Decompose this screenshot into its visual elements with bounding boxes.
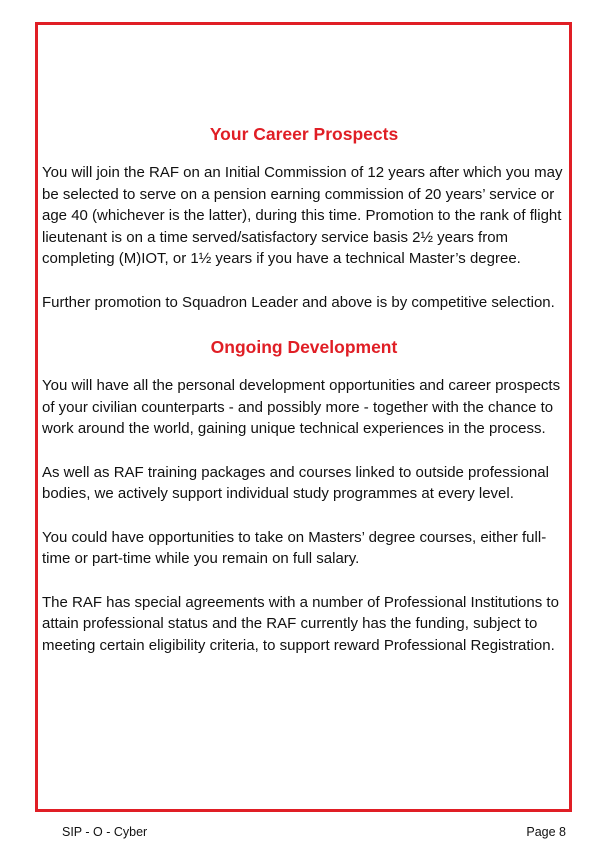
paragraph-initial-commission: You will join the RAF on an Initial Commission of 12 years after which you may be selected to serve on a pension earning commission of 20 years’ service or age 40 (whichever is the latter), during this time. Promotion to the rank of flight lieutenant is on a time served/satisfactory service basis 2½ years from completing (M)IOT, or 1½ years if you have a technical Master’s degree. xyxy=(42,164,563,267)
paragraph-training-packages: As well as RAF training packages and courses linked to outside professional bodies, we actively support individual study programmes at every level. xyxy=(42,463,549,502)
heading-career-prospects: Your Career Prospects xyxy=(209,124,399,144)
footer-document-id: SIP - O - Cyber xyxy=(62,825,148,839)
page-content xyxy=(42,122,566,678)
paragraph-masters-courses: You could have opportunities to take on Masters’ degree courses, either full-time or part-time while you remain on full salary. xyxy=(42,528,547,567)
heading-ongoing-development: Ongoing Development xyxy=(210,337,398,357)
paragraph-professional-registration: The RAF has special agreements with a number of Professional Institutions to attain professional status and the RAF currently has the funding, subject to meeting certain eligibility criteria, to support reward Professional Registration. xyxy=(42,593,559,654)
footer-page-number: Page 8 xyxy=(526,825,566,839)
paragraph-further-promotion: Further promotion to Squadron Leader and above is by competitive selection. xyxy=(42,293,555,311)
paragraph-personal-development: You will have all the personal development opportunities and career prospects of your civilian counterparts - and possibly more - together with the chance to work around the world, gaining unique technical experiences in the process. xyxy=(42,377,561,437)
